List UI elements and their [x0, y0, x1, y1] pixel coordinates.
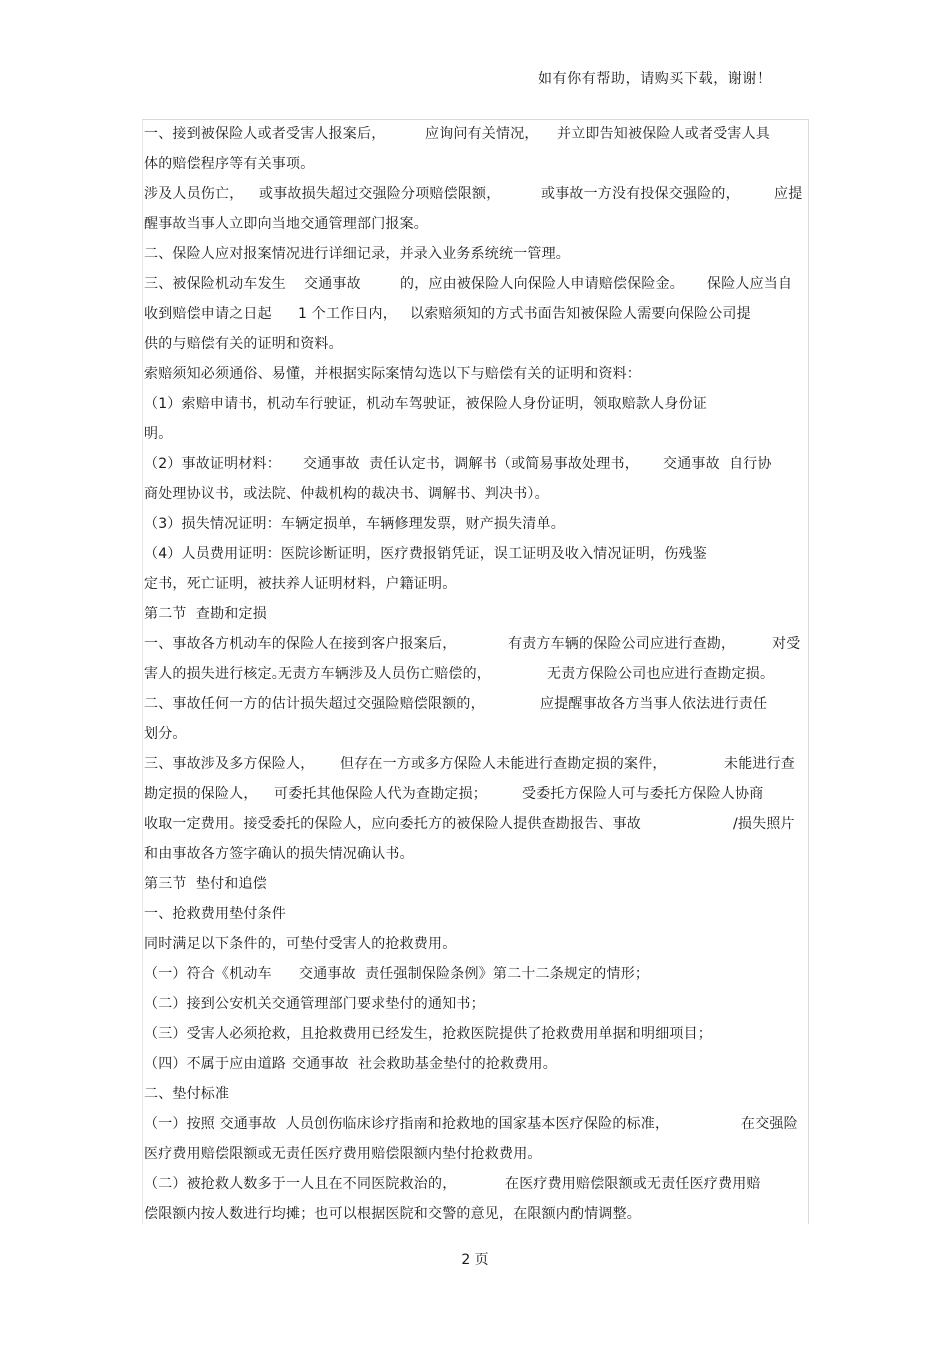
text-segment: 第三节 垫付和追偿 — [144, 876, 267, 892]
text-segment: 1 个工作日内， — [298, 306, 397, 322]
text-segment: 涉及人员伤亡， — [144, 186, 244, 202]
text-segment: 明。 — [144, 426, 173, 442]
text-segment: 勘定损的保险人， — [144, 786, 258, 802]
text-segment: 交通事故 责任认定书，调解书（或简易事故处理书， — [303, 456, 639, 472]
text-segment: （1）索赔申请书，机动车行驶证，机动车驾驶证，被保险人身份证明，领取赔款人身份证 — [144, 396, 707, 412]
text-segment: 交通事故 责任强制保险条例》第二十二条规定的情形； — [299, 966, 650, 982]
text-segment: 医疗费用赔偿限额或无责任医疗费用赔偿限额内垫付抢救费用。 — [144, 1146, 542, 1162]
text-segment: 以索赔须知的方式书面告知被保险人需要向保险公司提 — [410, 306, 751, 322]
text-segment: 在交强险 — [741, 1116, 798, 1132]
text-segment: 应询问有关情况， — [425, 126, 539, 142]
text-segment: （一）按照 交通事故 人员创伤临床诊疗指南和抢救地的国家基本医疗保险的标准， — [144, 1116, 670, 1132]
text-segment: 对受 — [772, 636, 801, 652]
text-segment: （2）事故证明材料： — [144, 456, 281, 472]
text-segment: （二）被抢救人数多于一人且在不同医院救治的， — [144, 1176, 457, 1192]
text-segment: 二、垫付标准 — [144, 1086, 230, 1102]
text-segment: 第二节 查勘和定损 — [144, 606, 267, 622]
text-segment: 并立即告知被保险人或者受害人具 — [557, 126, 770, 142]
text-segment: 无责方车辆涉及人员伤亡赔偿的， — [278, 666, 491, 682]
text-segment: 索赔须知必须通俗、易懂，并根据实际案情勾选以下与赔偿有关的证明和资料： — [144, 366, 641, 382]
text-segment: 可委托其他保险人代为查勘定损； — [274, 786, 487, 802]
text-segment: 交通事故 — [304, 276, 361, 292]
text-segment: 供的与赔偿有关的证明和资料。 — [144, 336, 343, 352]
text-segment: 或事故损失超过交强险分项赔偿限额， — [259, 186, 501, 202]
text-segment: 受委托方保险人可与委托方保险人协商 — [522, 786, 764, 802]
text-segment: 应提 — [774, 186, 803, 202]
text-segment: 但存在一方或多方保险人未能进行查勘定损的案件， — [340, 756, 667, 772]
text-segment: 定书，死亡证明，被扶养人证明材料，户籍证明。 — [144, 576, 457, 592]
text-segment: 收到赔偿申请之日起 — [144, 306, 272, 322]
text-segment: 二、保险人应对报案情况进行详细记录，并录入业务系统统一管理。 — [144, 246, 570, 262]
text-segment: 交通事故 自行协 — [663, 456, 772, 472]
text-segment: 同时满足以下条件的，可垫付受害人的抢救费用。 — [144, 936, 457, 952]
text-segment: 和由事故各方签字确认的损失情况确认书。 — [144, 846, 414, 862]
text-segment: 体的赔偿程序等有关事项。 — [144, 156, 315, 172]
text-segment: 害人的损失进行核定。 — [144, 666, 286, 682]
text-segment: /损失照片 — [733, 816, 795, 832]
text-segment: （三）受害人必须抢救，且抢救费用已经发生，抢救医院提供了抢救费用单据和明细项目； — [144, 1026, 712, 1042]
text-segment: 或事故一方没有投保交强险的， — [541, 186, 740, 202]
text-segment: 一、事故各方机动车的保险人在接到客户报案后， — [144, 636, 457, 652]
text-segment: 的，应由被保险人向保险人申请赔偿保险金。 — [400, 276, 684, 292]
text-segment: （4）人员费用证明：医院诊断证明，医疗费报销凭证，误工证明及收入情况证明，伤残鉴 — [144, 546, 707, 562]
text-segment: 交通事故 社会救助基金垫付的抢救费用。 — [292, 1056, 557, 1072]
text-segment: 二、事故任何一方的估计损失超过交强险赔偿限额的， — [144, 696, 485, 712]
text-segment: 一、接到被保险人或者受害人报案后， — [144, 126, 386, 142]
page-number: 2 页 — [461, 1252, 489, 1268]
text-segment: （3）损失情况证明：车辆定损单，车辆修理发票，财产损失清单。 — [144, 516, 565, 532]
text-segment: （一）符合《机动车 — [144, 966, 272, 982]
text-segment: 偿限额内按人数进行均摊；也可以根据医院和交警的意见，在限额内酌情调整。 — [144, 1206, 641, 1222]
text-segment: （二）接到公安机关交通管理部门要求垫付的通知书； — [144, 996, 485, 1012]
text-segment: 未能进行查 — [724, 756, 795, 772]
page-header-note: 如有你有帮助，请购买下载，谢谢！ — [538, 71, 772, 87]
text-segment: 三、事故涉及多方保险人， — [144, 756, 315, 772]
text-segment: 在医疗费用赔偿限额或无责任医疗费用赔 — [505, 1176, 761, 1192]
text-segment: 保险人应当自 — [707, 276, 793, 292]
text-segment: 一、抢救费用垫付条件 — [144, 906, 286, 922]
text-segment: 无责方保险公司也应进行查勘定损。 — [547, 666, 775, 682]
text-segment: 收取一定费用。接受委托的保险人，应向委托方的被保险人提供查勘报告、事故 — [144, 816, 641, 832]
text-segment: （四）不属于应由道路 — [144, 1056, 286, 1072]
text-segment: 有责方车辆的保险公司应进行查勘， — [508, 636, 736, 652]
text-segment: 应提醒事故各方当事人依法进行责任 — [540, 696, 768, 712]
text-segment: 醒事故当事人立即向当地交通管理部门报案。 — [144, 216, 428, 232]
text-segment: 划分。 — [144, 726, 187, 742]
text-segment: 三、被保险机动车发生 — [144, 276, 286, 292]
text-segment: 商处理协议书，或法院、仲裁机构的裁决书、调解书、判决书）。 — [144, 486, 549, 502]
